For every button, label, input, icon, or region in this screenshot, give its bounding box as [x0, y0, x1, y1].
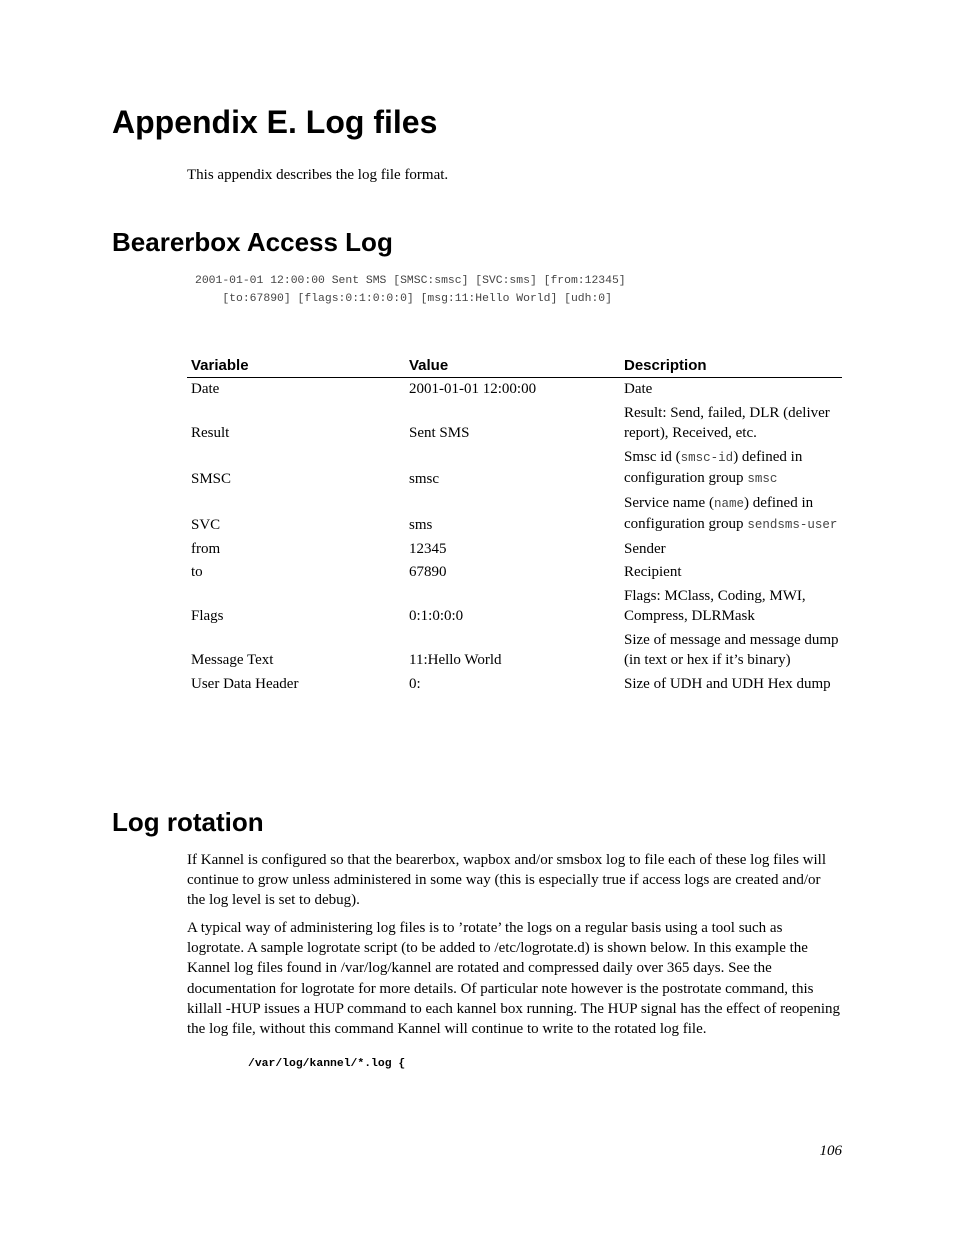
header-variable: Variable [187, 354, 405, 377]
table-row [187, 584, 842, 628]
desc-code: smsc [747, 472, 778, 486]
cell-variable: Date [191, 381, 220, 397]
cell-description: Date [624, 381, 653, 397]
cell-description: Result: Send, failed, DLR (deliver report), Received, etc. [624, 404, 830, 441]
cell-description: Sender [624, 540, 666, 557]
cell-variable: from [191, 540, 221, 557]
log-rotation-paragraph-2: A typical way of administering log files is to ’rotate’ the logs on a regular basis using a tool such as logrotate. A sample logrotate script (to be added to /etc/logrotate.d) is shown below. In this example the Kannel log files found in /var/log/kannel are rotated and compressed daily over 365 days. See the documentation for logrotate for more details. Of particular note however is the postrotate command, this killall -HUP issues a HUP command to each kannel box running. The HUP signal has the effect of reopening the log file, without this command Kannel will continue to write to the rotated log file. [187, 920, 841, 1038]
cell-variable: User Data Header [191, 675, 299, 692]
table-row [187, 401, 842, 445]
desc-text: Service name ( [624, 494, 714, 511]
cell-value: sms [409, 517, 433, 533]
access-log-variables-table [187, 354, 842, 696]
example-line-2: [to:67890] [flags:0:1:0:0:0] [msg:11:Hello World] [udh:0] [195, 293, 612, 305]
cell-description [623, 491, 842, 537]
cell-variable: Flags [191, 608, 224, 624]
table-row [187, 445, 842, 491]
section-heading-log-rotation: Log rotation [112, 807, 264, 837]
cell-value: smsc [409, 471, 439, 487]
cell-value: 0:1:0:0:0 [409, 608, 464, 624]
cell-value: Sent SMS [409, 425, 470, 441]
page-title: Appendix E. Log files [112, 104, 438, 140]
header-description: Description [623, 354, 842, 377]
log-rotation-paragraph-1: If Kannel is configured so that the bearerbox, wapbox and/or smsbox log to file each of these log files will continue to grow unless administered in some way (this is especially true if access logs are created and/or the log level is set to debug). [187, 852, 826, 909]
cell-variable: SVC [191, 517, 221, 533]
page-number: 106 [819, 1143, 842, 1159]
cell-variable: SMSC [191, 471, 232, 487]
table-row [187, 628, 842, 672]
table-header-row [187, 354, 842, 377]
logrotate-code: /var/log/kannel/*.log { [248, 1058, 406, 1070]
table-row [187, 491, 842, 537]
section-heading-bearerbox: Bearerbox Access Log [112, 227, 393, 257]
cell-value: 0: [409, 675, 421, 692]
cell-description: Size of UDH and UDH Hex dump [624, 675, 831, 692]
cell-description [623, 445, 842, 491]
table-row [187, 561, 842, 585]
table-row [187, 377, 842, 401]
desc-text: ) defined in configuration group [624, 494, 814, 532]
cell-description: Flags: MClass, Coding, MWI, Compress, DLRMask [624, 587, 806, 624]
table-row [187, 537, 842, 561]
cell-description: Recipient [624, 564, 682, 580]
desc-text: Smsc id ( [624, 448, 681, 465]
cell-variable: Message Text [191, 652, 274, 668]
intro-paragraph: This appendix describes the log file format. [187, 167, 449, 183]
cell-variable: to [191, 564, 203, 580]
cell-value: 11:Hello World [409, 652, 502, 668]
cell-variable: Result [191, 425, 230, 441]
table-row [187, 672, 842, 696]
access-log-example [195, 272, 626, 308]
cell-description: Size of message and message dump (in text or hex if it’s binary) [624, 631, 839, 668]
desc-text: ) defined in configuration group [624, 448, 803, 486]
cell-value: 12345 [409, 540, 447, 557]
desc-code: name [713, 496, 744, 511]
cell-value: 2001-01-01 12:00:00 [409, 381, 537, 397]
desc-code: smsc-id [680, 450, 734, 465]
header-value: Value [405, 354, 623, 377]
desc-code: sendsms-user [747, 518, 838, 532]
example-line-1: 2001-01-01 12:00:00 Sent SMS [SMSC:smsc] [SVC:sms] [from:12345] [195, 275, 626, 287]
cell-value: 67890 [409, 564, 447, 580]
